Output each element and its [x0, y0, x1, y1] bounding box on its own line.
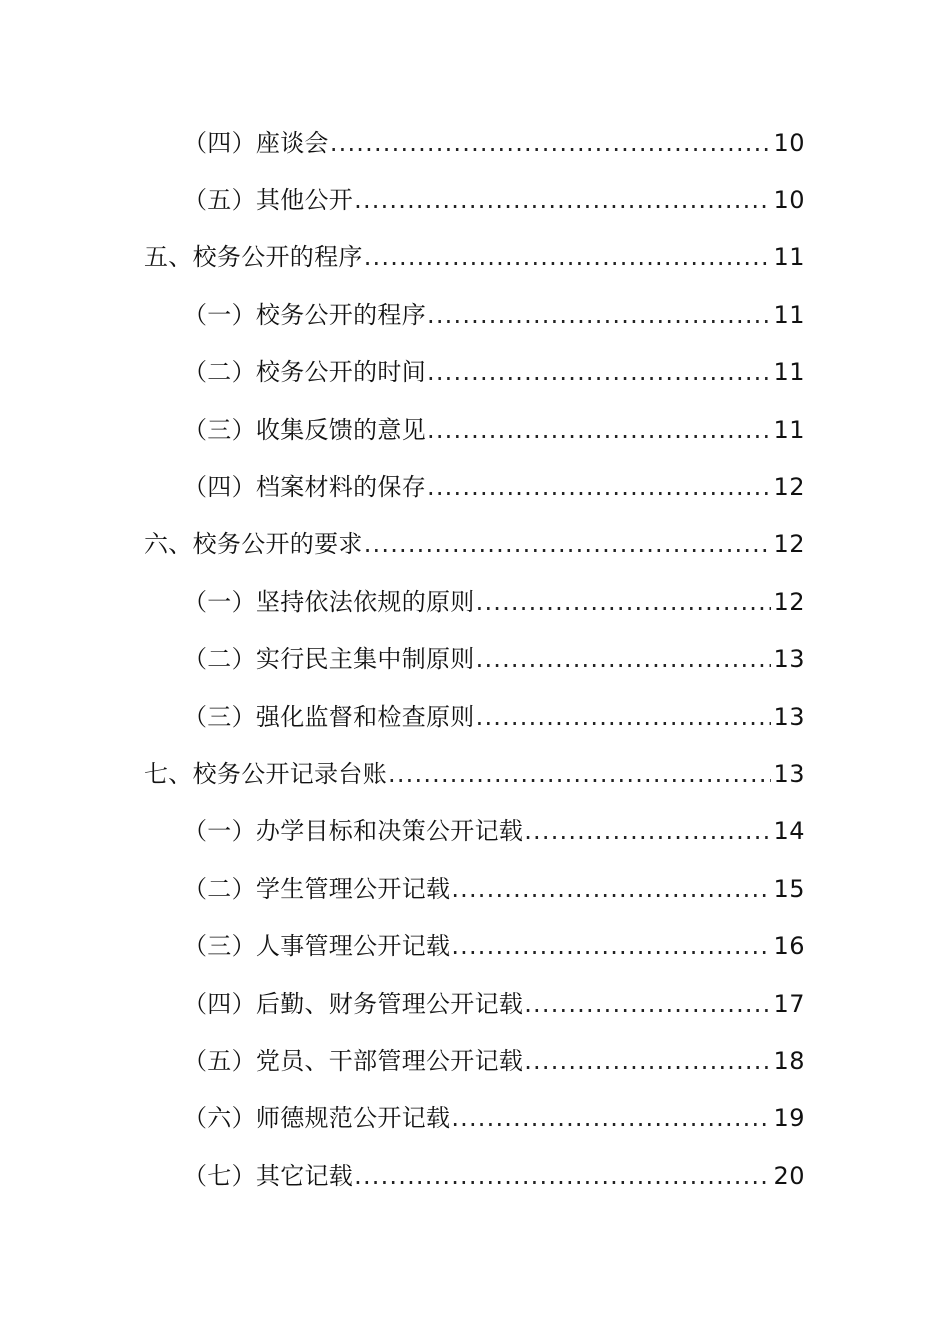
toc-entry-title: （二）实行民主集中制原则 [183, 645, 475, 674]
toc-entry-title: （五）其他公开 [183, 186, 354, 215]
toc-entry-page-number: 18 [773, 1046, 805, 1075]
toc-entry[interactable] [0, 401, 950, 458]
toc-entry-title: （一）校务公开的程序 [183, 300, 426, 329]
toc-dot-leader [427, 357, 771, 387]
toc-entry-title: （四）后勤、财务管理公开记载 [183, 989, 524, 1018]
toc-entry[interactable] [0, 573, 950, 630]
toc-dot-leader [427, 300, 771, 330]
toc-entry-page-number: 19 [773, 1104, 805, 1133]
toc-dot-leader [330, 128, 772, 158]
toc-entry-page-number: 10 [773, 186, 805, 215]
toc-dot-leader [476, 702, 772, 732]
toc-entry-title: （六）师德规范公开记载 [183, 1104, 451, 1133]
toc-entry[interactable] [0, 286, 950, 343]
toc-entry-page-number: 13 [773, 759, 805, 788]
toc-entry-page-number: 20 [773, 1161, 805, 1190]
toc-entry-page-number: 11 [773, 358, 805, 387]
toc-dot-leader [524, 989, 771, 1019]
toc-entry[interactable] [0, 688, 950, 745]
toc-entry[interactable] [0, 1090, 950, 1147]
toc-dot-leader [476, 587, 772, 617]
toc-entry[interactable] [0, 516, 950, 573]
toc-dot-leader [354, 185, 771, 215]
toc-entry-title: （一）坚持依法依规的原则 [183, 587, 475, 616]
toc-entry-page-number: 10 [773, 128, 805, 157]
toc-dot-leader [451, 1103, 771, 1133]
toc-dot-leader [524, 816, 771, 846]
toc-entry-title: （三）收集反馈的意见 [183, 415, 426, 444]
toc-entry[interactable] [0, 458, 950, 515]
toc-entry-page-number: 12 [773, 587, 805, 616]
toc-entry-title: （二）校务公开的时间 [183, 358, 426, 387]
table-of-contents [0, 114, 950, 1204]
toc-entry-title: （五）党员、干部管理公开记载 [183, 1046, 524, 1075]
toc-dot-leader [524, 1046, 771, 1076]
toc-entry-page-number: 14 [773, 817, 805, 846]
toc-entry[interactable] [0, 229, 950, 286]
toc-entry-page-number: 13 [773, 645, 805, 674]
toc-entry-page-number: 12 [773, 473, 805, 502]
toc-dot-leader [388, 759, 771, 789]
toc-entry-page-number: 13 [773, 702, 805, 731]
toc-entry[interactable] [0, 975, 950, 1032]
toc-entry-title: 七、校务公开记录台账 [144, 759, 387, 788]
toc-entry-title: （四）座谈会 [183, 128, 329, 157]
toc-dot-leader [451, 931, 771, 961]
toc-entry[interactable] [0, 917, 950, 974]
toc-entry-title: （三）人事管理公开记载 [183, 932, 451, 961]
toc-entry-title: 六、校务公开的要求 [144, 530, 363, 559]
toc-entry-page-number: 17 [773, 989, 805, 1018]
toc-entry-page-number: 11 [773, 243, 805, 272]
toc-entry[interactable] [0, 114, 950, 171]
toc-entry-title: 五、校务公开的程序 [144, 243, 363, 272]
toc-entry[interactable] [0, 1147, 950, 1204]
toc-dot-leader [427, 415, 771, 445]
toc-entry-title: （三）强化监督和检查原则 [183, 702, 475, 731]
toc-entry[interactable] [0, 344, 950, 401]
toc-entry-title: （一）办学目标和决策公开记载 [183, 817, 524, 846]
toc-dot-leader [364, 242, 772, 272]
toc-entry[interactable] [0, 171, 950, 228]
toc-entry-page-number: 12 [773, 530, 805, 559]
toc-dot-leader [476, 644, 772, 674]
toc-dot-leader [354, 1161, 771, 1191]
toc-entry-page-number: 15 [773, 874, 805, 903]
toc-entry[interactable] [0, 1032, 950, 1089]
toc-dot-leader [427, 472, 771, 502]
toc-dot-leader [364, 529, 772, 559]
toc-dot-leader [451, 874, 771, 904]
toc-entry[interactable] [0, 745, 950, 802]
toc-entry-page-number: 11 [773, 415, 805, 444]
toc-entry-title: （四）档案材料的保存 [183, 473, 426, 502]
toc-entry[interactable] [0, 860, 950, 917]
toc-entry[interactable] [0, 631, 950, 688]
toc-entry-title: （七）其它记载 [183, 1161, 354, 1190]
toc-entry-page-number: 11 [773, 300, 805, 329]
toc-entry-title: （二）学生管理公开记载 [183, 874, 451, 903]
toc-entry[interactable] [0, 803, 950, 860]
toc-entry-page-number: 16 [773, 932, 805, 961]
